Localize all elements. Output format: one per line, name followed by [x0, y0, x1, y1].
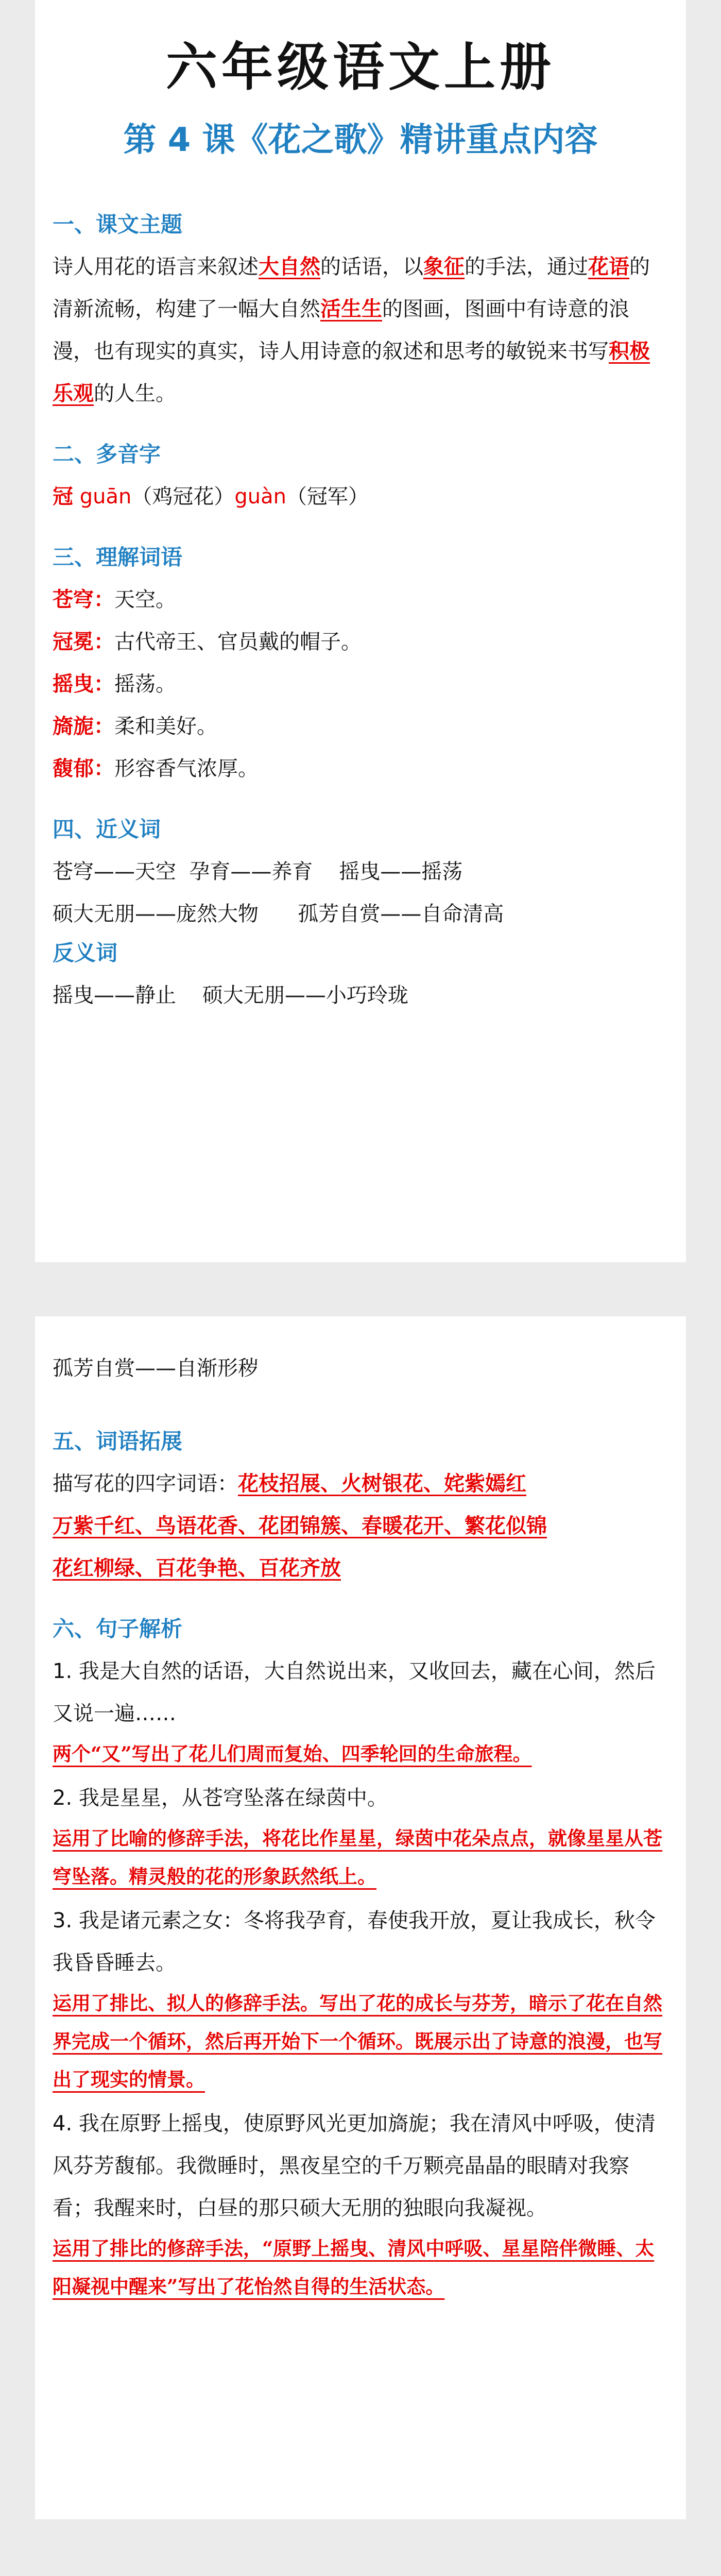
polyphone-line — [53, 476, 668, 518]
section-heading: 一、课文主题 — [53, 212, 183, 237]
antonym-line: 摇曳——静止 硕大无朋——小巧玲珑 — [53, 984, 408, 1007]
sentence-note: 运用了排比的修辞手法，“原野上摇曳、清风中呼吸、星星陪伴微睡、太阳凝视中醒来”写出了花怡然自得的生活状态。 — [53, 2237, 655, 2298]
text: 诗人用花的语言来叙述 — [53, 255, 259, 279]
word-group: 万紫千红、鸟语花香、花团锦簇、春暖花开、繁花似锦 — [53, 1514, 547, 1538]
sentence-quote: 1. 我是大自然的话语，大自然说出来，又收回去，藏在心间，然后又说一遍…… — [53, 1659, 656, 1725]
word-line — [53, 1547, 668, 1589]
antonym-heading: 反义词 — [53, 940, 118, 965]
vocab-item — [53, 748, 668, 790]
sentence-quote: 4. 我在原野上摇曳，使原野风光更加旖旎；我在清风中呼吸，使清风芬芳馥郁。我微睡时，黑夜星空的千万颗亮晶晶的眼睛对我察看；我醒来时，白昼的那只硕大无朋的独眼向我凝视。 — [53, 2112, 656, 2220]
word-line — [53, 1463, 668, 1505]
page-subtitle: 第 4 课《花之歌》精讲重点内容 — [123, 121, 598, 159]
section-word-expansion — [53, 1426, 668, 1589]
vocab-item — [53, 663, 668, 705]
section-theme — [53, 209, 668, 415]
vocab-term: 旖旎： — [53, 715, 114, 738]
vocab-def: 柔和美好。 — [114, 715, 217, 738]
word-line — [53, 1505, 668, 1547]
page-title: 六年级语文上册 — [166, 37, 555, 97]
text: 的图画，图画中有诗意的浪漫，也有现实的真实，诗人用诗意的叙述和思考的敏锐来书写 — [53, 297, 629, 363]
section-heading: 四、近义词 — [53, 817, 161, 842]
lead-text: 描写花的四字词语： — [53, 1472, 238, 1496]
vocab-def: 天空。 — [114, 588, 176, 612]
text: 的手法，通过 — [465, 255, 588, 279]
antonym-line: 孤芳自赏——自渐形秽 — [53, 1357, 259, 1380]
sentence-note: 运用了比喻的修辞手法，将花比作星星，绿茵中花朵点点，就像星星从苍穹坠落。精灵般的花的形象跃然纸上。 — [53, 1827, 662, 1888]
section-sentence-analysis — [53, 1613, 668, 2306]
keyword: 象征 — [423, 255, 465, 279]
page-1 — [35, 0, 686, 1262]
text: 的人生。 — [94, 382, 176, 405]
vocab-term: 冠冕： — [53, 630, 114, 654]
vocab-term: 苍穹： — [53, 588, 114, 612]
vocab-def: 古代帝王、官员戴的帽子。 — [114, 630, 362, 654]
vocab-def: 形容香气浓厚。 — [114, 757, 259, 781]
example-word: （冠军） — [286, 485, 369, 509]
synonym-line: 苍穹——天空 孕育——养育 摇曳——摇荡 — [53, 860, 463, 884]
page-2 — [35, 1316, 686, 2519]
vocab-item — [53, 579, 668, 621]
sentence-note: 运用了排比、拟人的修辞手法。写出了花的成长与芬芳，暗示了花在自然界完成一个循环，然后再开始下一个循环。既展示出了诗意的浪漫，也写出了现实的情景。 — [53, 1992, 662, 2091]
keyword: 花语 — [588, 255, 629, 279]
vocab-item — [53, 621, 668, 663]
section-heading: 二、多音字 — [53, 442, 161, 467]
polyphone-char: 冠 — [53, 485, 73, 509]
sentence-quote: 2. 我是星星，从苍穹坠落在绿茵中。 — [53, 1786, 388, 1810]
vocab-item — [53, 705, 668, 748]
example-word: （鸡冠花） — [131, 485, 235, 509]
section-heading: 五、词语拓展 — [53, 1429, 183, 1454]
word-group: 花红柳绿、百花争艳、百花齐放 — [53, 1556, 341, 1580]
text: 的话语，以 — [320, 255, 423, 279]
synonym-line: 硕大无朋——庞然大物 孤芳自赏——自命清高 — [53, 902, 504, 926]
sentence-note: 两个“又”写出了花儿们周而复始、四季轮回的生命旅程。 — [53, 1742, 532, 1765]
pinyin: guān — [79, 485, 132, 509]
keyword: 活生生 — [320, 297, 382, 321]
section-vocabulary — [53, 541, 668, 790]
keyword: 大自然 — [259, 255, 320, 279]
section-heading: 三、理解词语 — [53, 545, 183, 570]
vocab-term: 摇曳： — [53, 672, 114, 696]
sentence-quote: 3. 我是诸元素之女：冬将我孕育，春使我开放，夏让我成长，秋令我昏昏睡去。 — [53, 1909, 656, 1975]
section-heading: 六、句子解析 — [53, 1616, 183, 1641]
word-group: 花枝招展、火树银花、姹紫嫣红 — [238, 1472, 526, 1496]
keyword: 积极乐观 — [53, 340, 650, 405]
theme-paragraph — [53, 246, 668, 415]
vocab-def: 摇荡。 — [114, 672, 176, 696]
section-synonyms — [53, 814, 668, 1016]
pinyin: guàn — [234, 485, 286, 509]
vocab-term: 馥郁： — [53, 757, 114, 781]
section-polyphone — [53, 438, 668, 518]
text: 的清新流畅，构建了一幅大自然 — [53, 255, 650, 321]
